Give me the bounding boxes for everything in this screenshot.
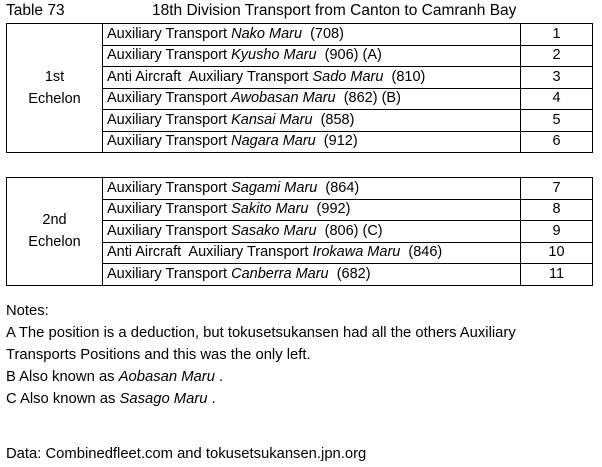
ship-name: Nagara Maru <box>231 133 316 150</box>
echelon-label-line-1: 1st <box>44 69 65 85</box>
echelon-label <box>7 178 103 286</box>
ship-name: Canberra Maru <box>231 265 329 282</box>
transport-type: Auxiliary Transport <box>107 265 232 282</box>
note-a-line-1: A The position is a deduction, but tokusetsukansen had all the others Auxiliary <box>6 325 516 341</box>
table-row <box>7 24 593 46</box>
table-title: 18th Division Transport from Canton to Camranh Bay <box>152 2 517 19</box>
echelon-label <box>7 24 103 153</box>
transport-type: Auxiliary Transport <box>107 90 232 107</box>
transport-type: Auxiliary Transport <box>107 111 232 128</box>
first-echelon-rows <box>7 24 593 153</box>
note-c-suffix: . <box>207 391 216 407</box>
position-number: 9 <box>521 221 593 243</box>
echelon-label-line-2: Echelon <box>28 234 81 251</box>
data-source-credit: Data: Combinedfleet.com and tokusetsukansen.jpn.org <box>6 446 367 462</box>
ship-name: Awobasan Maru <box>231 90 336 107</box>
ship-name: Sado Maru <box>312 68 384 85</box>
table-header <box>6 2 596 22</box>
ship-tonnage-note: (846) <box>408 244 443 261</box>
ship-name: Kyusho Maru <box>231 47 317 64</box>
note-b-ship-name: Aobasan Maru <box>118 369 215 385</box>
ship-tonnage-note: (810) <box>391 68 426 85</box>
table-number-label: Table 73 <box>6 2 65 19</box>
echelon-label-line-2: Echelon <box>28 91 81 107</box>
transport-description <box>103 45 521 67</box>
ship-tonnage-note: (682) <box>336 265 371 282</box>
transport-type: Auxiliary Transport <box>107 133 232 150</box>
position-number: 5 <box>521 110 593 132</box>
ship-tonnage-note: (862) (B) <box>343 90 401 107</box>
second-echelon-table <box>6 177 593 286</box>
first-echelon-table <box>6 23 593 153</box>
transport-type: Anti Aircraft Auxiliary Transport <box>107 68 313 85</box>
note-c-ship-name: Sasago Maru <box>119 391 208 407</box>
transport-description <box>103 88 521 110</box>
position-number: 7 <box>521 178 593 200</box>
echelon-label-line-1: 2nd <box>42 212 67 229</box>
note-c-prefix: C Also known as <box>6 391 120 407</box>
transport-description <box>103 221 521 243</box>
transport-description <box>103 131 521 153</box>
position-number: 11 <box>521 264 593 286</box>
table-row <box>7 178 593 200</box>
transport-description <box>103 242 521 264</box>
ship-name: Sakito Maru <box>231 201 309 218</box>
ship-tonnage-note: (906) (A) <box>324 47 382 64</box>
transport-description <box>103 264 521 286</box>
position-number: 3 <box>521 67 593 89</box>
ship-tonnage-note: (992) <box>316 201 351 218</box>
note-b-suffix: . <box>214 369 224 385</box>
position-number: 10 <box>521 242 593 264</box>
position-number: 4 <box>521 88 593 110</box>
note-b-prefix: B Also known as <box>6 369 119 385</box>
ship-tonnage-note: (912) <box>323 133 358 150</box>
notes-heading: Notes: <box>6 303 49 319</box>
notes-section <box>6 300 598 410</box>
ship-tonnage-note: (858) <box>320 111 355 128</box>
ship-tonnage-note: (806) (C) <box>324 222 383 239</box>
transport-type: Auxiliary Transport <box>107 222 232 239</box>
ship-name: Sasako Maru <box>231 222 317 239</box>
ship-name: Sagami Maru <box>231 179 318 196</box>
note-c <box>6 388 598 410</box>
position-number: 1 <box>521 24 593 46</box>
transport-type: Anti Aircraft Auxiliary Transport <box>107 244 313 261</box>
transport-type: Auxiliary Transport <box>107 179 232 196</box>
transport-type: Auxiliary Transport <box>107 47 232 64</box>
ship-tonnage-note: (708) <box>310 25 344 42</box>
note-b <box>6 366 598 388</box>
transport-description <box>103 67 521 89</box>
transport-description <box>103 178 521 200</box>
transport-type: Auxiliary Transport <box>107 201 232 218</box>
ship-name: Kansai Maru <box>231 111 313 128</box>
transport-description <box>103 24 521 46</box>
transport-description <box>103 110 521 132</box>
ship-tonnage-note: (864) <box>325 179 360 196</box>
ship-name: Irokawa Maru <box>312 244 401 261</box>
note-a-line-2: Transports Positions and this was the only left. <box>6 347 311 363</box>
position-number: 8 <box>521 199 593 221</box>
second-echelon-rows <box>7 178 593 286</box>
ship-name: Nako Maru <box>231 25 303 42</box>
transport-type: Auxiliary Transport <box>107 25 232 42</box>
position-number: 2 <box>521 45 593 67</box>
position-number: 6 <box>521 131 593 153</box>
transport-description <box>103 199 521 221</box>
